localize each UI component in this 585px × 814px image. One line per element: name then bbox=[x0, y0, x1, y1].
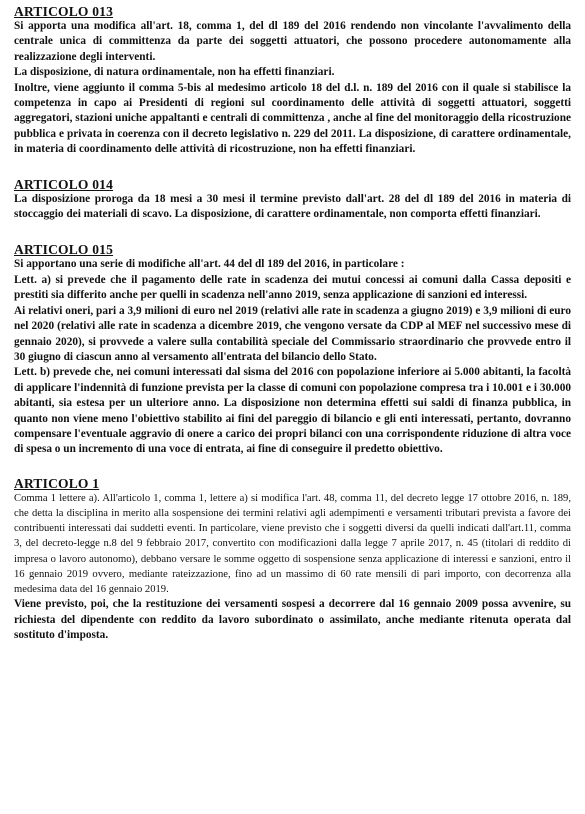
section-articolo-014 bbox=[14, 177, 571, 223]
section-articolo-013 bbox=[14, 4, 571, 158]
paragraph: Si apporta una modifica all'art. 18, comma 1, del dl 189 del 2016 rendendo non vincolante l'avvalimento della centrale unica di committenza da parte dei soggetti attuatori, che possono procedere autonomamente alla realizzazione degli interventi. bbox=[14, 20, 571, 63]
section-heading: ARTICOLO 013 bbox=[14, 4, 114, 19]
paragraph: Lett. a) si prevede che il pagamento delle rate in scadenza dei mutui concessi ai comuni dalla Cassa depositi e prestiti sia differito anche per quelli in scadenza nell'anno 2019, senza applicazione di sanzioni ed interessi. bbox=[14, 273, 571, 302]
paragraph: Inoltre, viene aggiunto il comma 5-bis al medesimo articolo 18 del d.l. n. 189 del 2016 con il quale si stabilisce la competenza in capo ai Presidenti di regioni sul coordinamento delle attività di soggetti attuatori, soggetti aggregatori, stazioni uniche appaltanti e centrali di committenza , anche al fine del monitoraggio della ricostruzione pubblica e privata in coerenza con il decreto legislativo n. 229 del 2011. La disposizione, di carattere ordinamentale, in materia di coordinamento delle attività di ricostruzione, non ha effetti finanziari. bbox=[14, 81, 571, 156]
section-heading: ARTICOLO 014 bbox=[14, 176, 114, 192]
document-page bbox=[14, 4, 571, 643]
section-heading: ARTICOLO 015 bbox=[14, 242, 114, 258]
section-articolo-1 bbox=[14, 476, 571, 644]
paragraph: La disposizione, di natura ordinamentale, non ha effetti finanziari. bbox=[14, 66, 335, 79]
paragraph: Viene previsto, poi, che la restituzione dei versamenti sospesi a decorrere dal 16 gennaio 2009 possa avvenire, su richiesta del dipendente con reddito da lavoro subordinato o assimilato, anche mediante ritenuta operata dal sostituto d'imposta. bbox=[14, 598, 571, 641]
paragraph: Si apportano una serie di modifiche all'art. 44 del dl 189 del 2016, in particolare : bbox=[14, 258, 405, 271]
section-heading: ARTICOLO 1 bbox=[14, 475, 100, 491]
paragraph: Comma 1 lettere a). All'articolo 1, comma 1, lettere a) si modifica l'art. 48, comma 11, del decreto legge 17 ottobre 2016, n. 189, che detta la disciplina in merito alla sospensione dei termini relativi agli adempimenti e versamenti tributari prevista a favore dei contribuenti interessati dai suddetti eventi. In particolare, viene previsto che i soggetti diversi da quelli indicati dall'art.11, comma 3, del decreto-legge n.8 del 9 febbraio 2017, convertito con modificazioni dalla legge 7 aprile 2017, n. 45 (titolari di reddito di impresa o lavoro autonomo), debbano versare le somme oggetto di sospensione senza applicazione di interessi e sanzioni, entro il 16 gennaio 2019 ovvero, mediante rateizzazione, fino ad un massimo di 60 rate mensili di pari importo, con decorrenza alla medesima data del 16 gennaio 2019. bbox=[14, 492, 571, 595]
section-articolo-015 bbox=[14, 242, 571, 457]
paragraph: La disposizione proroga da 18 mesi a 30 mesi il termine previsto dall'art. 28 del dl 189 del 2016 in materia di stoccaggio dei materiali di scavo. La disposizione, di carattere ordinamentale, non comporta effetti finanziari. bbox=[14, 192, 571, 221]
paragraph: Ai relativi oneri, pari a 3,9 milioni di euro nel 2019 (relativi alle rate in scadenza a giugno 2019) e 3,9 milioni di euro nel 2020 (relativi alle rate in scadenza a dicembre 2019, che vengono versate da CDP al MEF nel successivo mese di gennaio 2020), si provvede a valere sulla contabilità speciale del Commissario straordinario che provvede entro il 30 giugno di ciascun anno al versamento all'entrata del bilancio dello Stato. bbox=[14, 304, 571, 363]
paragraph: Lett. b) prevede che, nei comuni interessati dal sisma del 2016 con popolazione inferiore ai 5.000 abitanti, la facoltà di applicare l'indennità di funzione prevista per la classe di comuni con popolazione compresa tra i 10.001 e i 30.000 abitanti, sia estesa per un ulteriore anno. La disposizione non determina effetti sui saldi di finanza pubblica, in quanto non viene meno l'obiettivo stabilito ai fini del pareggio di bilancio e gli enti interessati, pertanto, dovranno compensare l'eventuale aggravio di onere a carico dei propri bilanci con una corrispondente riduzione di altra voce di spesa o un incremento di una voce di entrata, ai fine di conseguire il predetto obiettivo. bbox=[14, 366, 571, 456]
